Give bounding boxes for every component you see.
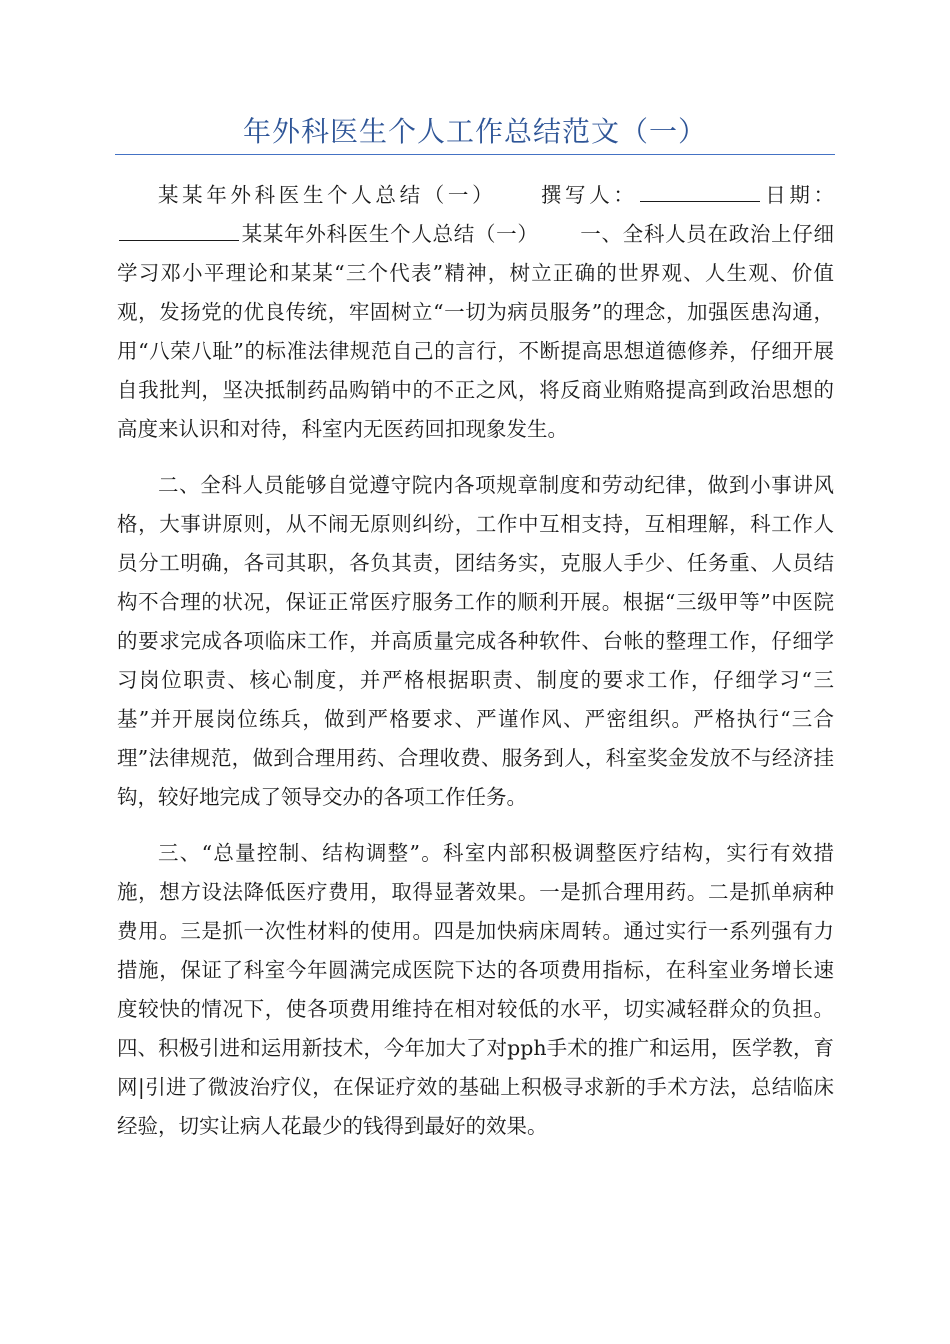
paragraph-2: 二、全科人员能够自觉遵守院内各项规章制度和劳动纪律，做到小事讲风格，大事讲原则，从不闹无原则纠纷，工作中互相支持，互相理解，科工作人员分工明确，各司其职，各负其责，团结务实，克服人手少、任务重、人员结构不合理的状况，保证正常医疗服务工作的顺利开展。根据“三级甲等”中医院的要求完成各项临床工作，并高质量完成各种软件、台帐的整理工作，仔细学习岗位职责、核心制度，并严格根据职责、制度的要求工作，仔细学习“三基”并开展岗位练兵，做到严格要求、严谨作风、严密组织。严格执行“三合理”法律规范，做到合理用药、合理收费、服务到人，科室奖金发放不与经济挂钩，较好地完成了领导交办的各项工作任务。: [117, 473, 834, 809]
document-body: [117, 176, 834, 1163]
header-paragraph: [117, 176, 834, 449]
document-title: 年外科医生个人工作总结范文（一）: [242, 115, 707, 148]
header-subtitle-repeat: 某某年外科医生个人总结（一）: [241, 222, 539, 246]
date-blank: [119, 239, 239, 241]
author-blank: [640, 200, 760, 202]
header-subtitle: 某某年外科医生个人总结（一）: [158, 183, 497, 207]
author-label: 撰写人：: [537, 183, 638, 207]
date-label: 日期：: [761, 183, 835, 207]
paragraph-1-text: 一、全科人员在政治上仔细学习邓小平理论和某某“三个代表”精神，树立正确的世界观、人生观、价值观，发扬党的优良传统，牢固树立“一切为病员服务”的理念，加强医患沟通，用“八荣八耻”的标准法律规范自己的言行，不断提高思想道德修养，仔细开展自我批判，坚决抵制药品购销中的不正之风，将反商业贿赂提高到政治思想的高度来认识和对待，科室内无医药回扣现象发生。: [117, 222, 835, 441]
paragraph-3: 三、“总量控制、结构调整”。科室内部积极调整医疗结构，实行有效措施，想方设法降低医疗费用，取得显著效果。一是抓合理用药。二是抓单病种费用。三是抓一次性材料的使用。四是加快病床周转。通过实行一系列强有力措施，保证了科室今年圆满完成医院下达的各项费用指标，在科室业务增长速度较快的情况下，使各项费用维持在相对较低的水平，切实减轻群众的负担。四、积极引进和运用新技术，今年加大了对pph手术的推广和运用，医学教，育网|引进了微波治疗仪，在保证疗效的基础上积极寻求新的手术方法，总结临床经验，切实让病人花最少的钱得到最好的效果。: [117, 841, 834, 1138]
title-underline: [115, 154, 835, 155]
